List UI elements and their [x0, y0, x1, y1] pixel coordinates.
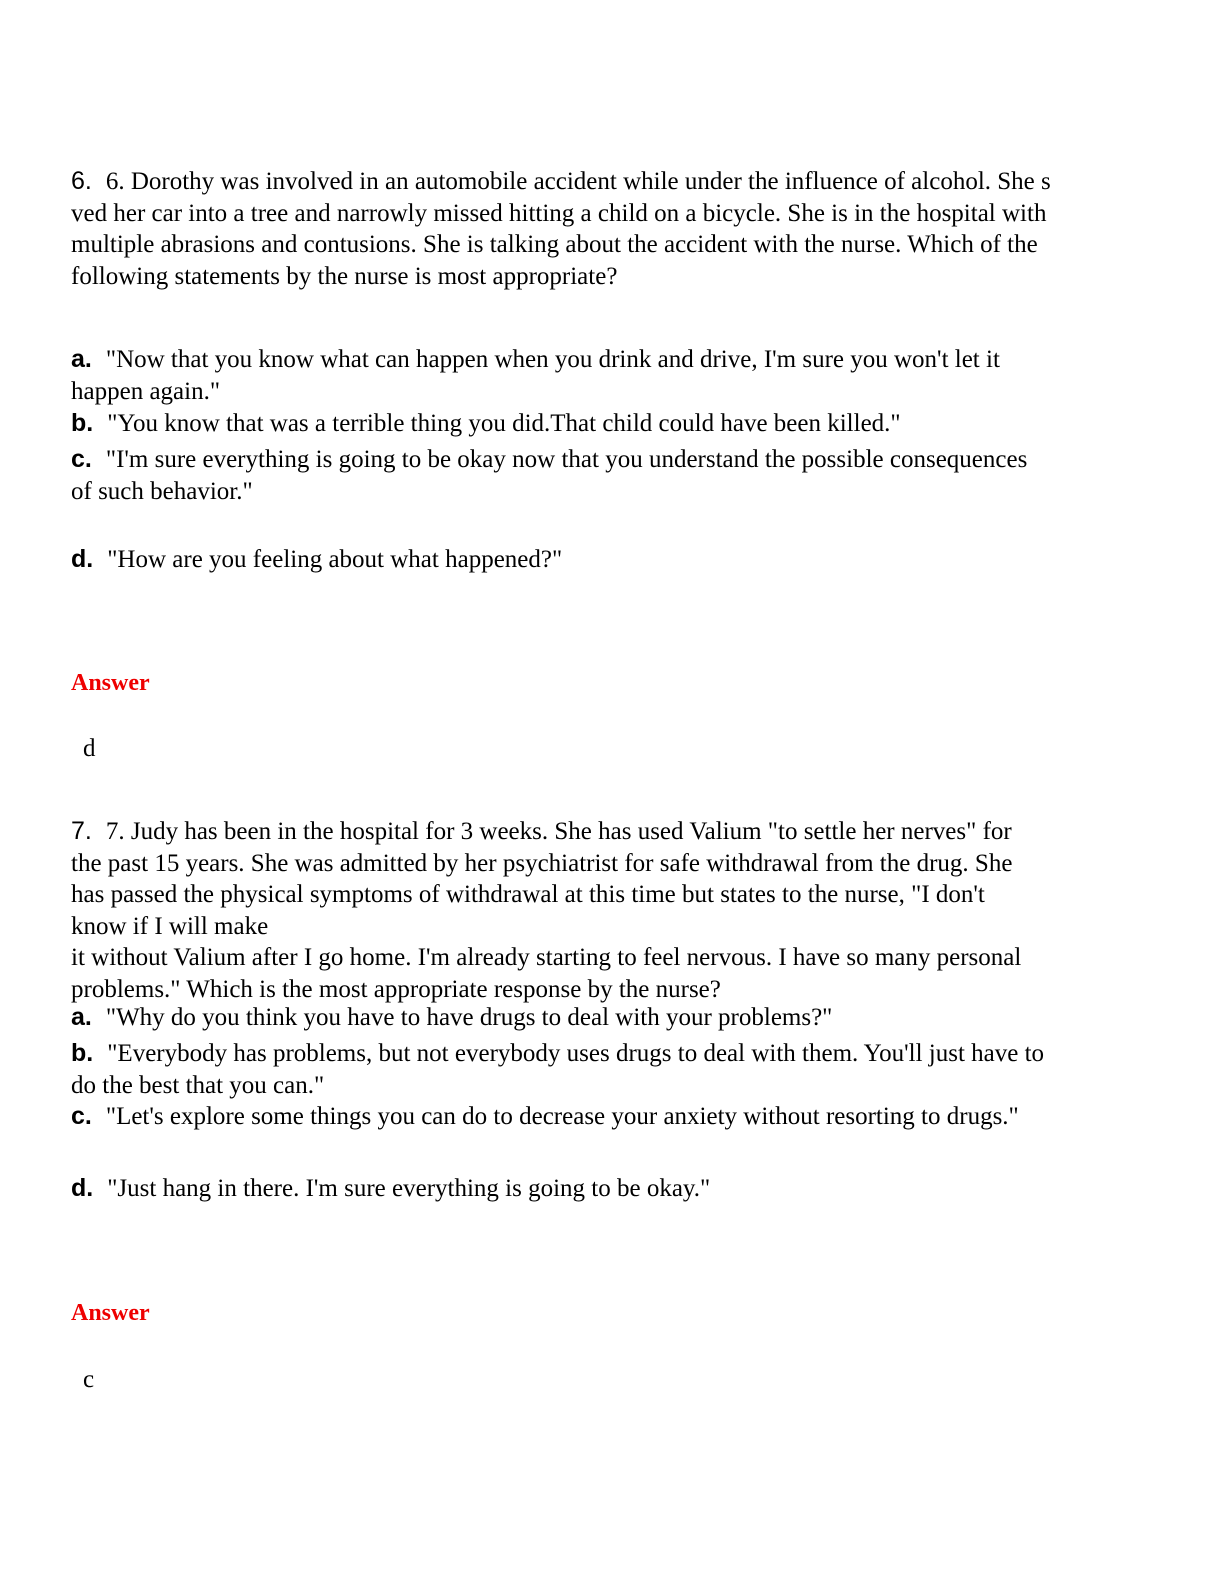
- option-text: "Just hang in there. I'm sure everything is going to be okay.": [107, 1175, 711, 1202]
- answer-value: c: [83, 1366, 95, 1393]
- question-stem: [71, 166, 1146, 292]
- option-letter: d.: [71, 545, 94, 573]
- option-text: "I'm sure everything is going to be okay now that you understand the possible consequences: [105, 446, 1028, 473]
- answer-heading: [71, 1300, 1146, 1327]
- stem-line: multiple abrasions and contusions. She is talking about the accident with the nurse. Which of the: [71, 231, 1038, 258]
- option-b: [71, 408, 1146, 440]
- question-6: [71, 166, 1146, 292]
- option-c: [71, 444, 1146, 507]
- option-text: "Everybody has problems, but not everybody uses drugs to deal with them. You'll just have to: [107, 1040, 1045, 1067]
- option-d: [71, 1173, 1146, 1205]
- option-letter: b.: [71, 1039, 94, 1067]
- option-text: happen again.": [71, 377, 221, 405]
- stem-line: following statements by the nurse is most appropriate?: [71, 262, 618, 290]
- option-text: "Now that you know what can happen when you drink and drive, I'm sure you won't let it: [105, 346, 1000, 373]
- stem-line: ved her car into a tree and narrowly missed hitting a child on a bicycle. She is in the hospital with: [71, 199, 1047, 227]
- answer-label: Answer: [71, 670, 150, 696]
- option-text: "How are you feeling about what happened?": [107, 546, 563, 573]
- option-a: [71, 1002, 1146, 1034]
- stem-line: the past 15 years. She was admitted by her psychiatrist for safe withdrawal from the drug. She: [71, 849, 1013, 877]
- answer-value: d: [83, 735, 96, 762]
- option-d: [71, 544, 1146, 576]
- question-7: [71, 816, 1146, 1005]
- question-number: 7.: [71, 817, 92, 845]
- option-text: do the best that you can.": [71, 1071, 325, 1099]
- stem-line: know if I will make: [71, 912, 269, 940]
- stem-line: has passed the physical symptoms of withdrawal at this time but states to the nurse, "I don't: [71, 881, 985, 908]
- question-stem: [71, 816, 1146, 1005]
- option-text: "Let's explore some things you can do to decrease your anxiety without resorting to drugs.": [105, 1103, 1019, 1130]
- answer-label: Answer: [71, 1300, 150, 1326]
- option-b: [71, 1038, 1146, 1101]
- option-letter: a.: [71, 1003, 92, 1031]
- stem-line: problems." Which is the most appropriate response by the nurse?: [71, 975, 721, 1003]
- option-letter: d.: [71, 1174, 94, 1202]
- option-letter: c.: [71, 445, 92, 473]
- option-letter: a.: [71, 345, 92, 373]
- answer-block: [71, 1366, 1146, 1394]
- stem-line: 7. Judy has been in the hospital for 3 weeks. She has used Valium "to settle her nerves" for: [105, 818, 1012, 845]
- question-number: 6.: [71, 167, 92, 195]
- option-text: "You know that was a terrible thing you did.That child could have been killed.": [107, 410, 901, 437]
- answer-heading: [71, 670, 1146, 697]
- option-letter: b.: [71, 409, 94, 437]
- option-letter: c.: [71, 1102, 92, 1130]
- option-c: [71, 1101, 1146, 1133]
- stem-line: it without Valium after I go home. I'm already starting to feel nervous. I have so many personal: [71, 944, 1022, 971]
- stem-line: 6. Dorothy was involved in an automobile accident while under the influence of alcohol. She s: [105, 168, 1051, 195]
- option-text: "Why do you think you have to have drugs to deal with your problems?": [105, 1004, 833, 1031]
- option-a: [71, 344, 1146, 407]
- answer-block: [71, 735, 1146, 763]
- option-text: of such behavior.": [71, 477, 253, 505]
